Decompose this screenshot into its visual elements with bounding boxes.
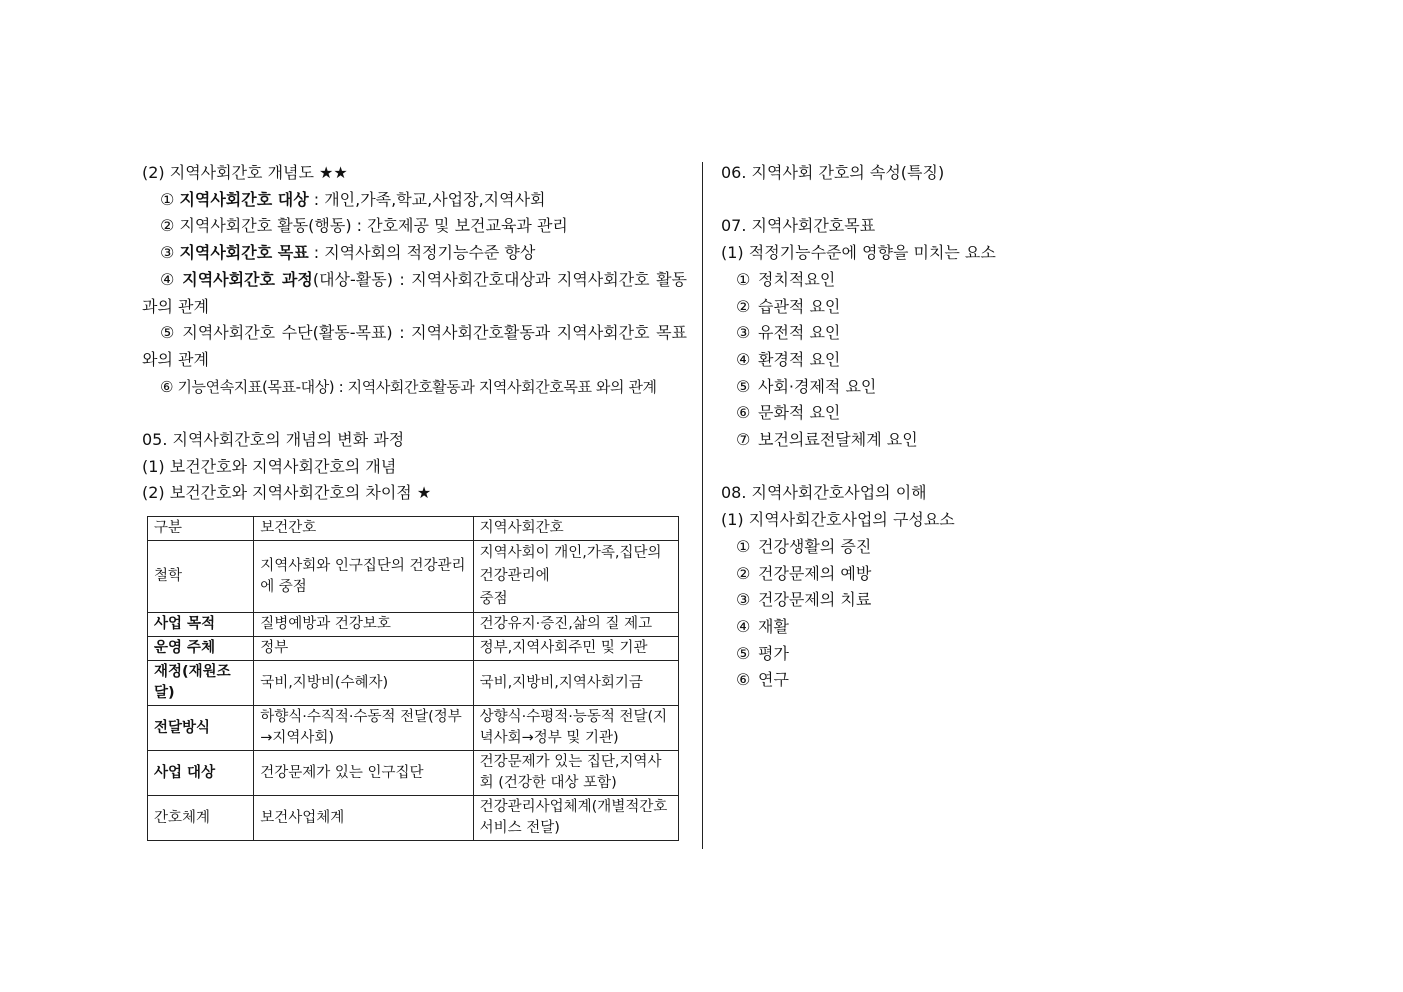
- item-number: ③: [160, 243, 175, 263]
- item-number: ④: [736, 616, 751, 636]
- cell-public-health: 하향식·수직적·수동적 전달(정부→지역사회): [254, 706, 473, 751]
- item-text: 문화적 요인: [758, 403, 841, 423]
- item-number: ①: [736, 269, 751, 289]
- section-07-title: 07. 지역사회간호목표: [721, 216, 876, 236]
- section-05-sub2: (2) 보건간호와 지역사회간호의 차이점 ★: [142, 483, 432, 503]
- item-text: (대상-활동) : 지역사회간호대상과 지역사회간호 활동과의 관계: [142, 269, 688, 316]
- item-text: 유전적 요인: [758, 323, 841, 343]
- item-number: ②: [736, 563, 751, 583]
- list-item: [721, 427, 1281, 454]
- cell-public-health: 건강문제가 있는 인구집단: [254, 751, 473, 796]
- item-number: ⑤: [736, 376, 751, 396]
- comparison-table: [147, 516, 679, 841]
- section-08-title: 08. 지역사회간호사업의 이해: [721, 483, 927, 503]
- table-header: 구분: [148, 517, 254, 541]
- item-bold: 지역사회간호 대상: [179, 189, 309, 209]
- list-item: [721, 641, 1281, 668]
- table-row: [148, 637, 679, 661]
- list-item: [721, 614, 1281, 641]
- item-number: ⑥: [736, 403, 751, 423]
- cell-community: 건강유지·증진,삶의 질 제고: [473, 613, 678, 637]
- table-row: [148, 661, 679, 706]
- list-item: [142, 267, 687, 320]
- section-08-sub: (1) 지역사회간호사업의 구성요소: [721, 510, 955, 530]
- item-text: : 지역사회의 적정기능수준 향상: [308, 243, 536, 263]
- section-05-title: 05. 지역사회간호의 개념의 변화 과정: [142, 430, 405, 450]
- item-number: ①: [160, 189, 175, 209]
- cell-public-health: 질병예방과 건강보호: [254, 613, 473, 637]
- section-06-title: 06. 지역사회 간호의 속성(특징): [721, 163, 945, 182]
- item-text: 습관적 요인: [758, 296, 841, 316]
- item-number: ④: [736, 349, 751, 369]
- list-item: [142, 213, 687, 240]
- row-label: 철학: [148, 541, 254, 613]
- list-item: [721, 267, 1281, 294]
- row-label: 전달방식: [148, 706, 254, 751]
- section-07-sub: (1) 적정기능수준에 영향을 미치는 요소: [721, 243, 996, 263]
- item-text: 기능연속지표(목표-대상) : 지역사회간호활동과 지역사회간호목표 와의 관계: [177, 377, 657, 396]
- list-item: [142, 240, 687, 267]
- list-item: [721, 587, 1281, 614]
- list-item: [721, 294, 1281, 321]
- cell-community: 국비,지방비,지역사회기금: [473, 661, 678, 706]
- item-text: 보건의료전달체계 요인: [758, 430, 918, 450]
- list-item: [721, 667, 1281, 694]
- item-number: ①: [736, 536, 751, 556]
- concept-map-title: (2) 지역사회간호 개념도 ★★: [142, 163, 348, 182]
- item-number: ⑥: [736, 670, 751, 690]
- cell-community: 상향식·수평적·능동적 전달(지녁사회→정부 및 기관): [473, 706, 678, 751]
- right-column: [721, 160, 1281, 694]
- item-number: ⑤: [736, 643, 751, 663]
- table-header-row: [148, 517, 679, 541]
- item-number: ②: [160, 216, 175, 236]
- list-item: [721, 400, 1281, 427]
- factor-list: [721, 267, 1281, 454]
- table-header: 지역사회간호: [473, 517, 678, 541]
- list-item: [142, 320, 687, 373]
- item-text: 평가: [758, 643, 789, 663]
- table-row: [148, 613, 679, 637]
- cell-public-health: 국비,지방비(수혜자): [254, 661, 473, 706]
- row-label: 재정(재원조달): [148, 661, 254, 706]
- item-text: 건강문제의 예방: [758, 563, 872, 583]
- item-bold: 지역사회간호 목표: [179, 243, 309, 263]
- item-text: 사회·경제적 요인: [758, 376, 877, 396]
- item-text: 지역사회간호 활동(행동) : 간호제공 및 보건교육과 관리: [179, 216, 568, 236]
- table-row: [148, 706, 679, 751]
- cell-public-health: 지역사회와 인구집단의 건강관리에 중점: [254, 541, 473, 613]
- table-row: [148, 541, 679, 613]
- item-number: ②: [736, 296, 751, 316]
- row-label: 운영 주체: [148, 637, 254, 661]
- item-text: 건강생활의 증진: [758, 536, 872, 556]
- list-item: [721, 347, 1281, 374]
- cell-community: 정부,지역사회주민 및 기관: [473, 637, 678, 661]
- row-label: 간호체계: [148, 796, 254, 841]
- cell-community: 건강관리사업체계(개별적간호서비스 전달): [473, 796, 678, 841]
- table-row: [148, 751, 679, 796]
- item-text: 재활: [758, 616, 789, 636]
- list-item: [721, 320, 1281, 347]
- cell-public-health: 보건사업체계: [254, 796, 473, 841]
- section-05-sub1: (1) 보건간호와 지역사회간호의 개념: [142, 456, 397, 476]
- list-item: [721, 374, 1281, 401]
- table-header: 보건간호: [254, 517, 473, 541]
- cell-public-health: 정부: [254, 637, 473, 661]
- item-number: ⑦: [736, 430, 751, 450]
- item-number: ⑤: [160, 323, 176, 343]
- item-text: 정치적요인: [758, 269, 836, 289]
- item-text: 건강문제의 치료: [758, 590, 872, 610]
- item-bold: 지역사회간호 과정: [182, 269, 313, 289]
- row-label: 사업 목적: [148, 613, 254, 637]
- cell-community: 지역사회이 개인,가족,집단의 건강관리에 중점: [473, 541, 678, 613]
- list-item: [721, 534, 1281, 561]
- cell-community: 건강문제가 있는 집단,지역사회 (건강한 대상 포함): [473, 751, 678, 796]
- list-item: [142, 187, 687, 214]
- list-item: [142, 374, 687, 401]
- left-column: [142, 160, 687, 507]
- item-text: 환경적 요인: [758, 349, 841, 369]
- table-row: [148, 796, 679, 841]
- row-label: 사업 대상: [148, 751, 254, 796]
- item-number: ③: [736, 323, 751, 343]
- column-divider: [702, 162, 703, 849]
- item-number: ④: [160, 269, 176, 289]
- item-text: 지역사회간호 수단(활동-목표) : 지역사회간호활동과 지역사회간호 목표와의 관계: [142, 323, 687, 369]
- list-item: [721, 561, 1281, 588]
- item-number: ③: [736, 590, 751, 610]
- item-text: 연구: [758, 670, 789, 690]
- item-text: : 개인,가족,학교,사업장,지역사회: [308, 189, 546, 209]
- item-number: ⑥: [160, 377, 174, 396]
- component-list: [721, 534, 1281, 694]
